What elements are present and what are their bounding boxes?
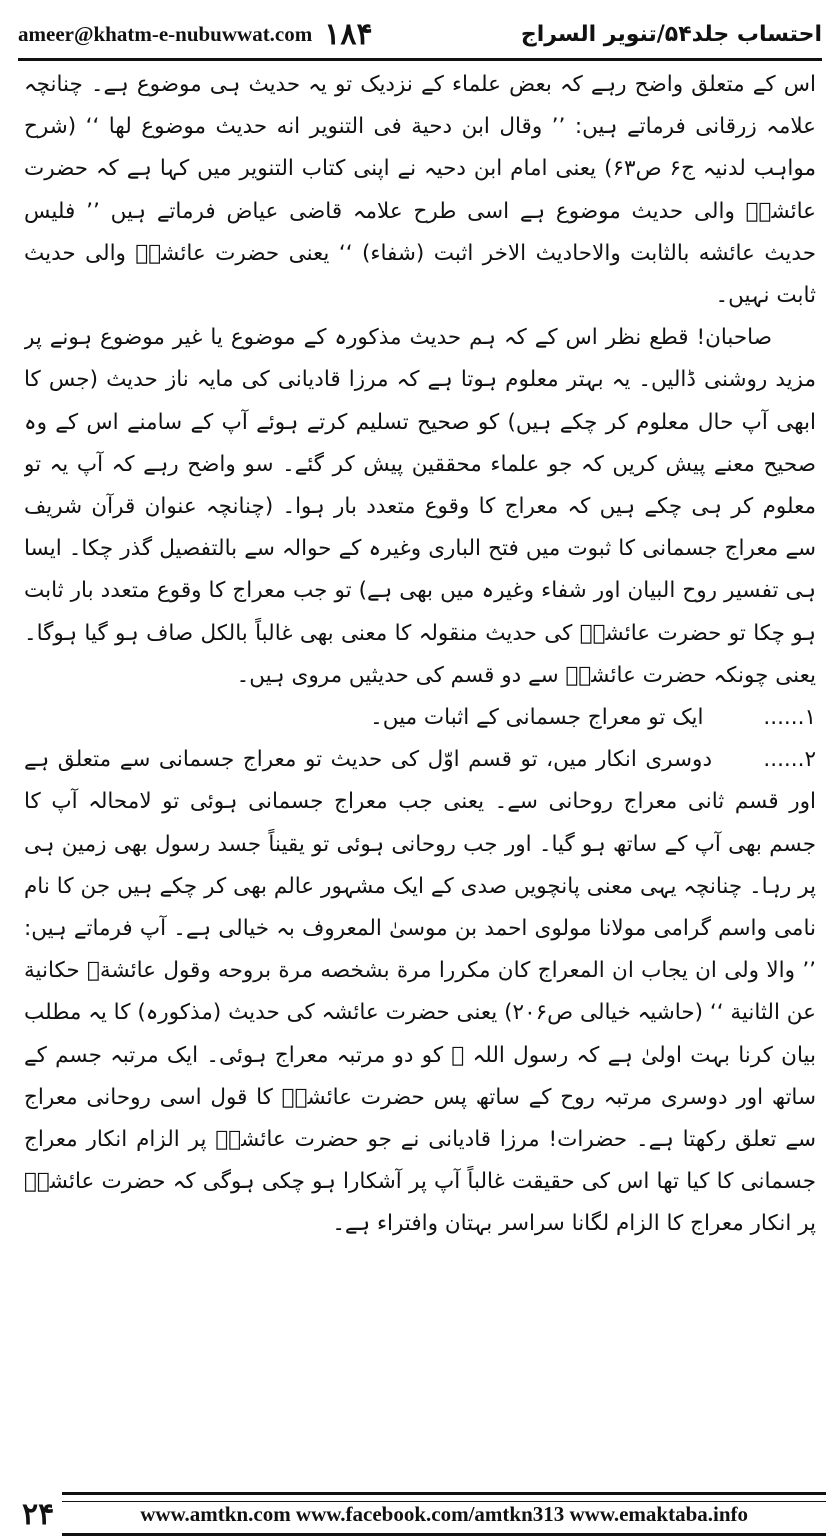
page-body (24, 64, 816, 1452)
page-header (18, 14, 822, 54)
header-left (18, 17, 373, 52)
header-book-title: احتساب جلد۵۴/تنویر السراج (520, 21, 822, 47)
paragraph-2: صاحبان! قطع نظر اس کے کہ ہم حدیث مذکورہ کے موضوع یا غیر موضوع ہونے پر مزید روشنی ڈالیں۔ یہ بہتر معلوم ہوتا ہے کہ مرزا قادیانی کی مایہ ناز حدیث (جس کا ابھی آپ حال معلوم کر چکے ہیں) کو صحیح تسلیم کرتے ہوئے آپ کے سامنے اس کے وہ صحیح معنے پیش کریں کہ جو علماء محققین پیش کر گئے۔ سو واضح رہے کہ آپ یہ تو معلوم کر ہی چکے ہیں کہ معراج کا وقوع متعدد بار ہوا۔ (چنانچہ عنوان قرآن شریف سے معراج جسمانی کا ثبوت میں فتح الباری وغیرہ کے حوالہ سے بالتفصیل گذر چکا۔ ایسا ہی تفسیر روح البیان اور شفاء وغیرہ میں بھی ہے) تو جب معراج کا وقوع متعدد بار ثابت ہو چکا تو حضرت عائشہؓ کی حدیث منقولہ کا معنی بھی غالباً بالکل صاف ہو گیا ہوگا۔ یعنی چونکہ حضرت عائشہؓ سے دو قسم کی حدیثیں مروی ہیں۔ (24, 325, 816, 688)
header-email: ameer@khatm-e-nubuwwat.com (18, 21, 313, 46)
footer-page-number: ۲۴ (14, 1497, 62, 1532)
list-item-1 (24, 697, 816, 739)
list-item-1-number: ۱...... (763, 705, 816, 731)
header-page-number: ۱۸۴ (324, 16, 373, 52)
footer-rule (62, 1492, 826, 1536)
list-item-1-text: ایک تو معراج جسمانی کے اثبات میں۔ (370, 705, 704, 731)
list-item-2-text: دوسری انکار میں، تو قسم اوّل کی حدیث تو معراج جسمانی سے متعلق ہے اور قسم ثانی معراج روحانی سے۔ یعنی جب معراج جسمانی ہوئی تو لامحالہ آپ کا جسم بھی آپ کے ساتھ ہو گیا۔ اور جب روحانی ہوئی تو یقیناً جسد رسول بھی زمین ہی پر رہا۔ چنانچہ یہی معنی پانچویں صدی کے ایک مشہور عالم بھی کر چکے ہیں جن کا نام نامی واسم گرامی مولانا مولوی احمد بن موسیٰ المعروف بہ خیالی ہے۔ آپ فرماتے ہیں: ’’ والا ولی ان یجاب ان المعراج کان مکررا مرة بشخصه مرة بروحه وقول عائشةؓ حکانیة عن الثانیة ‘‘ (حاشیہ خیالی ص۲۰۶) یعنی حضرت عائشہ کی حدیث (مذکورہ) کا یہ مطلب بیان کرنا بہت اولیٰ ہے کہ رسول اللہ ﷺ کو دو مرتبہ معراج ہوئی۔ ایک مرتبہ جسم کے ساتھ اور دوسری مرتبہ روح کے ساتھ پس حضرت عائشہؓ کا قول اسی روحانی معراج سے تعلق رکھتا ہے۔ حضرات! مرزا قادیانی نے جو حضرت عائشہؓ پر الزام انکار معراج جسمانی کا کیا تھا اس کی حقیقت غالباً آپ پر آشکارا ہو چکی ہوگی کہ حضرت عائشہؓ پر انکار معراج کا الزام لگانا سراسر بہتان وافتراء ہے۔ (24, 747, 816, 1237)
header-rule (18, 58, 822, 61)
list-item-2-number: ۲...... (763, 747, 816, 773)
footer-links: www.amtkn.com www.facebook.com/amtkn313 www.emaktaba.info (134, 1502, 754, 1527)
page-footer (14, 1494, 826, 1534)
paragraph-1: اس کے متعلق واضح رہے کہ بعض علماء کے نزدیک تو یہ حدیث ہی موضوع ہے۔ چنانچہ علامہ زرقانی فرماتے ہیں: ’’ وقال ابن دحیة فی التنویر انه حدیث موضوع لها ‘‘ (شرح مواہب لدنیہ ج۶ ص۶۳) یعنی امام ابن دحیہ نے اپنی کتاب التنویر میں کہا ہے کہ حضرت عائشہؓ والی حدیث موضوع ہے اسی طرح علامہ قاضی عیاض فرماتے ہیں ’’ فلیس حدیث عائشه بالثابت والاحادیث الاخر اثبت (شفاء) ‘‘ یعنی حضرت عائشہؓ والی حدیث ثابت نہیں۔ (24, 72, 816, 309)
paragraph-3 (24, 739, 816, 1245)
